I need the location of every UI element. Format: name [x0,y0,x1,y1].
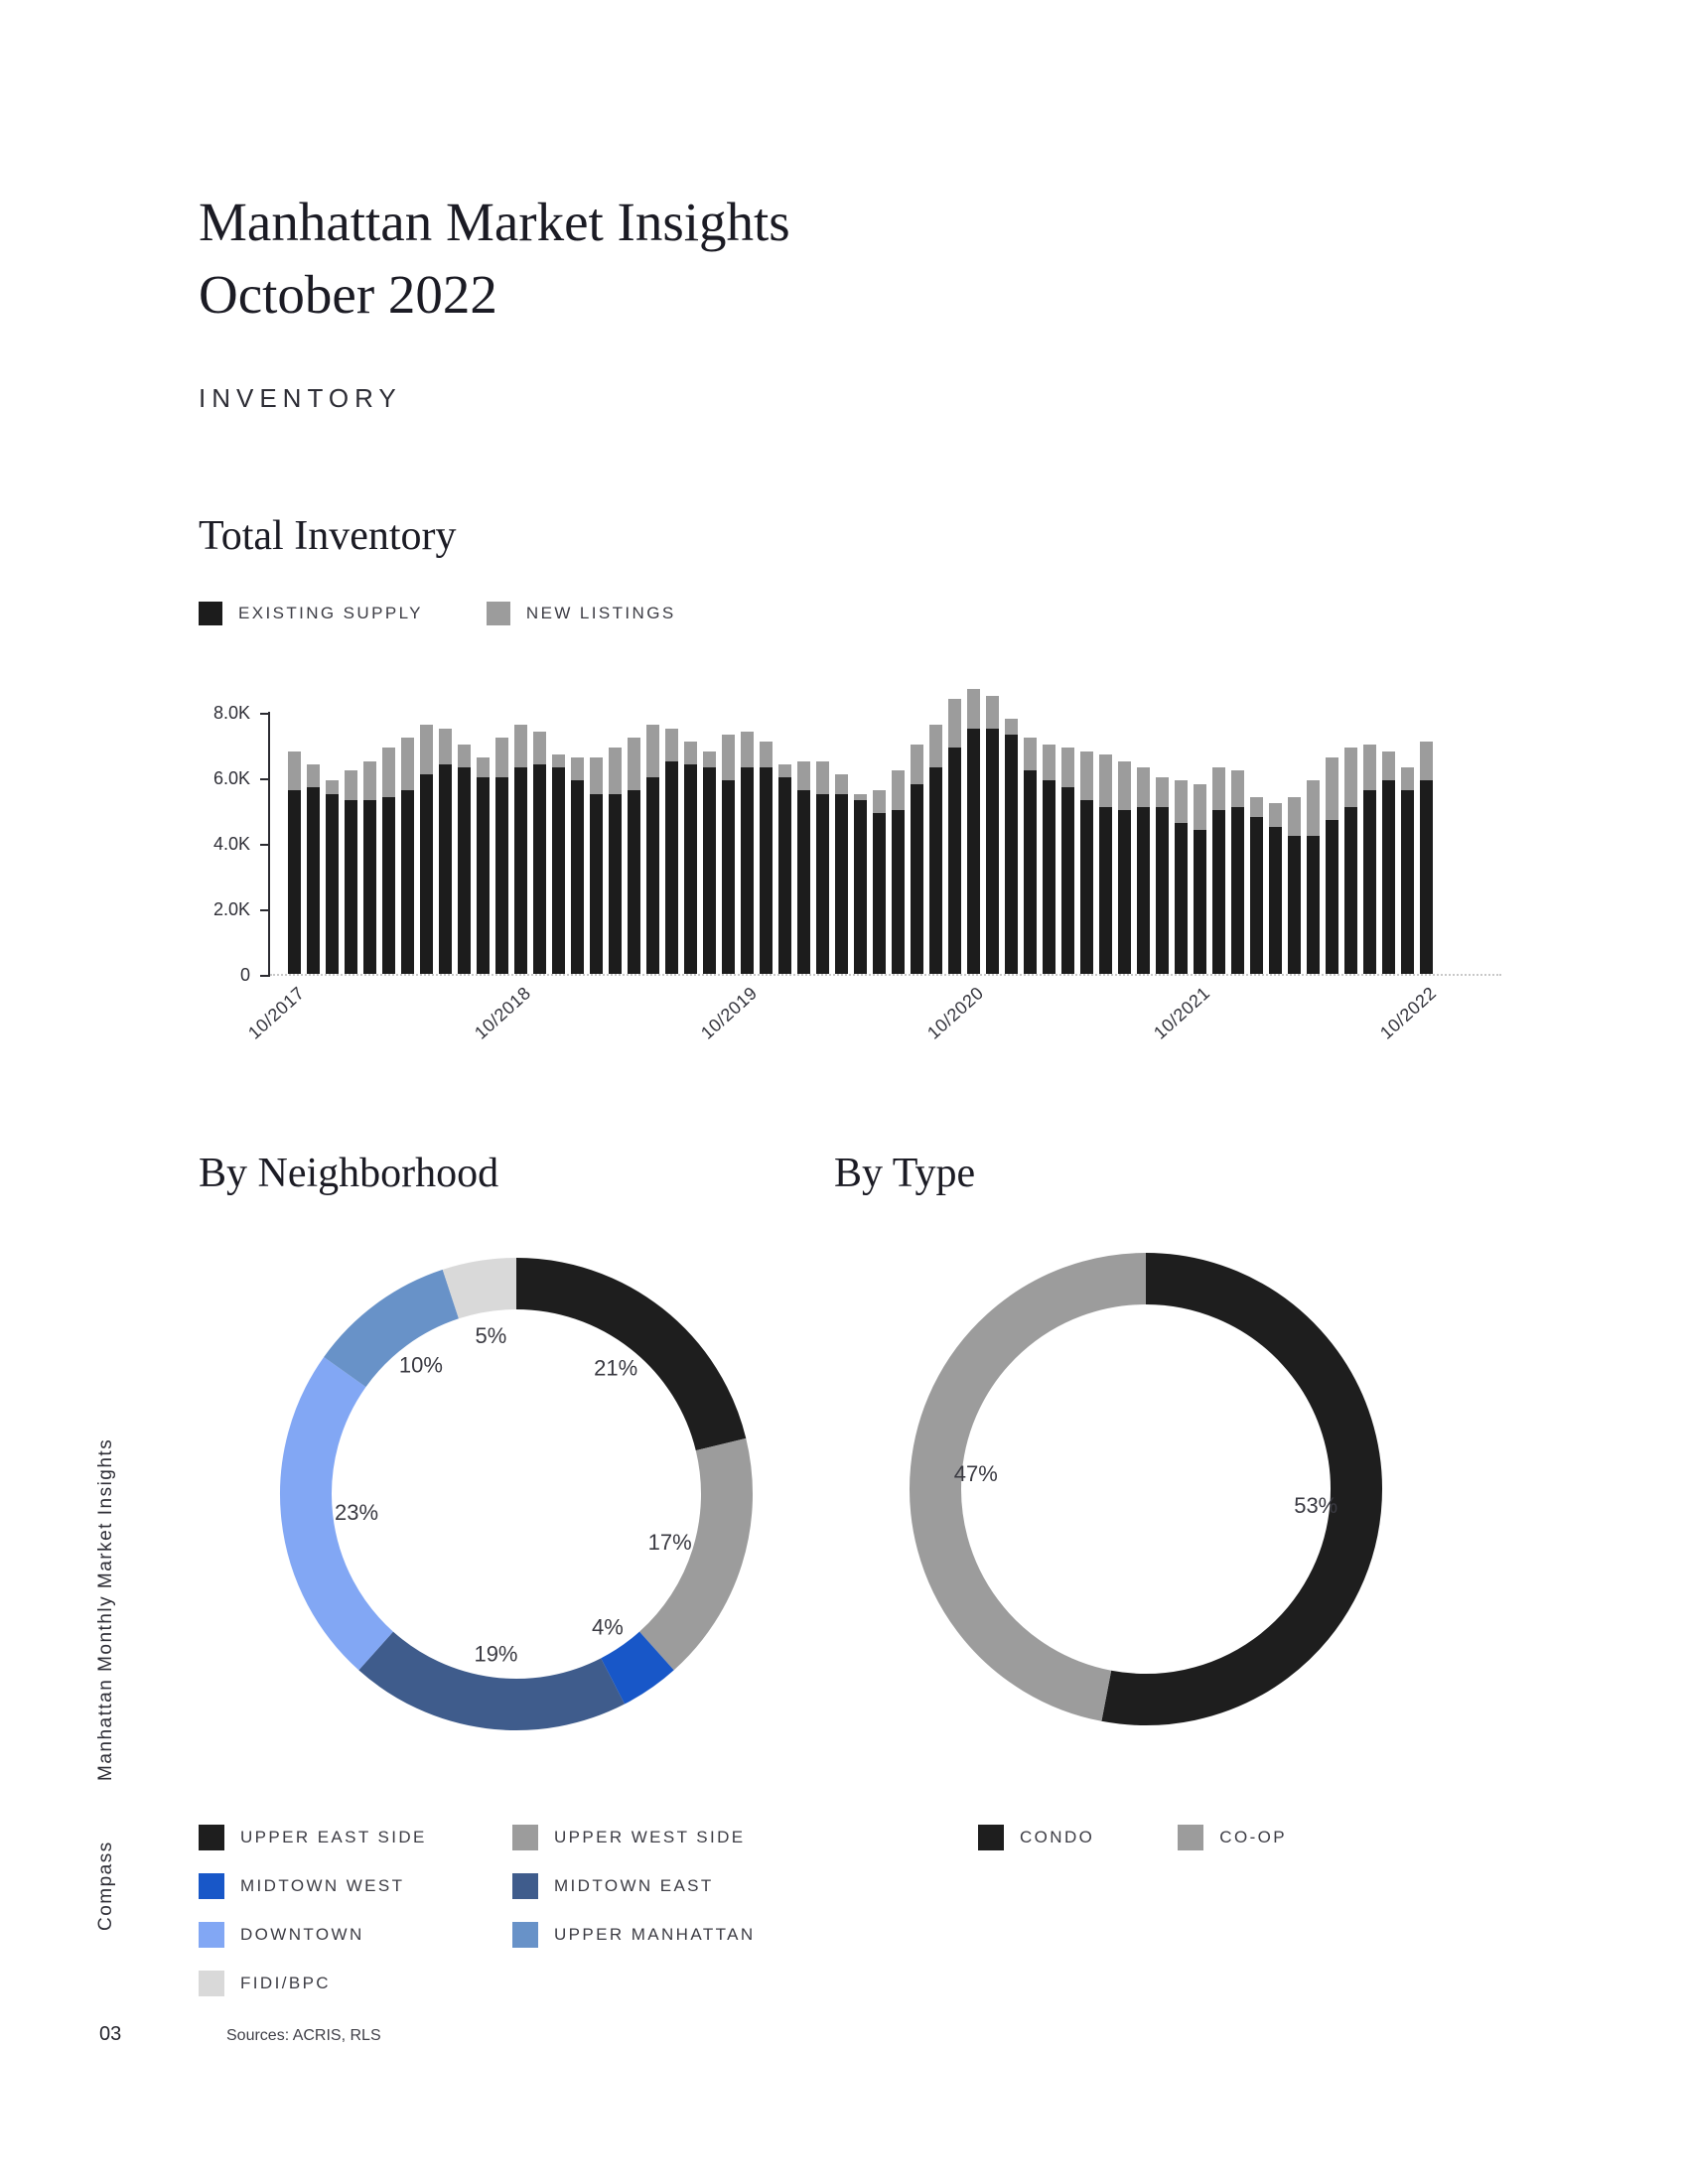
inventory-bar [1175,780,1188,974]
legend-item-downtown [199,1922,512,1948]
new-listings-segment [1212,767,1225,810]
existing-supply-segment [646,777,659,974]
page-number: 03 [99,2023,122,2045]
y-tick [260,975,268,977]
donut-percent-label: 10% [398,1352,443,1378]
page-title-line1: Manhattan Market Insights [199,192,790,252]
by-neighborhood-title: By Neighborhood [199,1151,499,1196]
new-listings-segment [1307,780,1320,836]
existing-supply-segment [590,794,603,975]
new-listings-segment [722,735,735,780]
new-listings-segment [552,754,565,767]
new-listings-segment [363,761,376,801]
y-tick-label: 2.0K [212,899,250,919]
existing-supply-segment [514,767,527,974]
existing-supply-swatch [199,602,222,625]
inventory-bar [1194,784,1206,974]
existing-supply-segment [684,764,697,974]
inventory-bar [760,742,773,974]
y-tick-label: 0 [239,965,250,985]
y-tick-label: 4.0K [212,834,250,854]
new-listings-segment [401,738,414,790]
inventory-bar [646,725,659,974]
inventory-bar [533,732,546,974]
new-listings-segment [684,742,697,764]
donut-slice-condo [1106,1279,1356,1700]
new-listings-segment [1194,784,1206,830]
legend-item-existing-supply [199,602,423,625]
new-listings-segment [646,725,659,777]
inventory-bar [552,754,565,974]
inventory-bar [1080,751,1093,974]
donut-percent-label: 4% [591,1614,624,1640]
new-listings-segment [835,774,848,794]
legend-label: CO-OP [1219,1828,1288,1846]
legend-label: FIDI/BPC [240,1974,331,1992]
x-tick-label: 10/2021 [1149,983,1213,1043]
total-inventory-chart [199,683,1529,1080]
existing-supply-segment [1326,820,1338,974]
new-listings-segment [420,725,433,774]
existing-supply-segment [1118,810,1131,974]
legend-label: NEW LISTINGS [525,604,676,622]
legend-label: UPPER MANHATTAN [554,1925,756,1944]
donut-percent-label: 5% [475,1323,507,1349]
y-tick [260,909,268,911]
legend-item-fidi-bpc [199,1971,512,1996]
inventory-bar [873,790,886,974]
existing-supply-segment [1420,780,1433,974]
new-listings-segment [1420,742,1433,781]
bar-chart-legend [199,602,676,625]
by-type-title: By Type [834,1151,976,1196]
legend-swatch [199,1873,224,1899]
existing-supply-segment [326,794,339,975]
new-listings-segment [571,757,584,780]
inventory-bar [495,738,508,974]
legend-label: UPPER WEST SIDE [554,1828,746,1846]
legend-swatch [512,1825,538,1850]
existing-supply-segment [1231,807,1244,974]
by-neighborhood-donut [268,1246,765,1742]
inventory-bar [948,699,961,974]
inventory-bar [1269,803,1282,974]
inventory-bar [1005,719,1018,974]
existing-supply-segment [892,810,905,974]
legend-item-new-listings [487,602,676,625]
new-listings-segment [1156,777,1169,807]
x-tick-label: 10/2019 [696,983,761,1043]
inventory-bar [1137,767,1150,974]
existing-supply-segment [420,774,433,974]
y-tick [260,778,268,780]
new-listings-segment [816,761,829,794]
inventory-bar [854,794,867,974]
existing-supply-segment [816,794,829,975]
y-axis [256,683,270,976]
inventory-bar [1401,767,1414,974]
inventory-bar [684,742,697,974]
existing-supply-segment [1043,780,1055,974]
existing-supply-segment [1175,823,1188,974]
existing-supply-segment [1269,827,1282,975]
sources-note: Sources: ACRIS, RLS [226,2027,381,2044]
inventory-bar [345,770,357,974]
new-listings-swatch [487,602,510,625]
existing-supply-segment [967,729,980,975]
legend-swatch [512,1922,538,1948]
new-listings-segment [628,738,640,790]
new-listings-segment [382,748,395,797]
existing-supply-segment [778,777,791,974]
new-listings-segment [590,757,603,793]
inventory-bar [477,757,490,974]
donut-percent-label: 21% [594,1355,638,1381]
existing-supply-segment [533,764,546,974]
legend-item-midtown-east [512,1873,826,1899]
existing-supply-segment [382,797,395,974]
existing-supply-segment [1212,810,1225,974]
donut-percent-label: 19% [474,1641,518,1667]
new-listings-segment [1363,745,1376,790]
existing-supply-segment [1307,836,1320,974]
inventory-bar [722,735,735,974]
total-inventory-title: Total Inventory [199,513,457,559]
new-listings-segment [1137,767,1150,807]
legend-label: MIDTOWN EAST [554,1876,714,1895]
donut-slice-fidi-bpc [451,1284,516,1295]
new-listings-segment [741,732,754,767]
new-listings-segment [514,725,527,767]
inventory-bar [929,725,942,974]
existing-supply-segment [911,784,923,974]
existing-supply-segment [363,800,376,974]
new-listings-segment [873,790,886,813]
inventory-bar [892,770,905,974]
inventory-bar [1326,757,1338,974]
new-listings-segment [345,770,357,800]
inventory-bar [1099,754,1112,974]
existing-supply-segment [722,780,735,974]
existing-supply-segment [929,767,942,974]
inventory-bar [1061,748,1074,974]
inventory-bar [326,780,339,974]
bar-plot [243,683,1501,1043]
donut-percent-label: 53% [1294,1493,1338,1519]
new-listings-segment [1061,748,1074,787]
new-listings-segment [1288,797,1301,837]
new-listings-segment [854,794,867,801]
donut-slice-midtown-west [613,1651,656,1681]
existing-supply-segment [741,767,754,974]
new-listings-segment [1043,745,1055,780]
inventory-bar [835,774,848,974]
inventory-bar [458,745,471,974]
legend-swatch [978,1825,1004,1850]
donut-percent-label: 47% [953,1460,998,1486]
legend-item-co-op [1178,1825,1287,1850]
new-listings-segment [948,699,961,749]
existing-supply-segment [571,780,584,974]
new-listings-segment [665,729,678,761]
inventory-bar [363,761,376,974]
inventory-bar [307,764,320,974]
new-listings-segment [911,745,923,784]
inventory-bar [382,748,395,974]
donut-percent-label: 17% [647,1530,692,1556]
inventory-bar [628,738,640,974]
donut-slice-co-op [935,1279,1146,1696]
inventory-bar [778,764,791,974]
new-listings-segment [929,725,942,767]
existing-supply-segment [477,777,490,974]
inventory-bar [1382,751,1395,974]
inventory-bar [1043,745,1055,974]
existing-supply-segment [873,813,886,974]
inventory-bar [741,732,754,974]
new-listings-segment [1005,719,1018,736]
legend-item-upper-west-side [512,1825,826,1850]
inventory-bar [986,696,999,975]
legend-swatch [199,1971,224,1996]
new-listings-segment [1099,754,1112,807]
x-tick-label: 10/2018 [470,983,534,1043]
existing-supply-segment [1080,800,1093,974]
existing-supply-segment [345,800,357,974]
inventory-bar [571,757,584,974]
existing-supply-segment [439,764,452,974]
new-listings-segment [495,738,508,777]
new-listings-segment [1326,757,1338,820]
legend-swatch [199,1825,224,1850]
existing-supply-segment [1099,807,1112,974]
new-listings-segment [1269,803,1282,826]
new-listings-segment [1382,751,1395,781]
existing-supply-segment [1382,780,1395,974]
existing-supply-segment [835,794,848,975]
inventory-bar [1024,738,1037,974]
new-listings-segment [326,780,339,793]
new-listings-segment [533,732,546,764]
inventory-bar [590,757,603,974]
existing-supply-segment [854,800,867,974]
sidebar-report-name: Manhattan Monthly Market Insights [95,1437,116,1781]
inventory-bar [1156,777,1169,974]
new-listings-segment [760,742,773,767]
inventory-bar [1363,745,1376,974]
legend-item-condo [978,1825,1094,1850]
page-title-line2: October 2022 [199,263,497,325]
legend-label: MIDTOWN WEST [240,1876,405,1895]
existing-supply-segment [665,761,678,975]
new-listings-segment [458,745,471,767]
inventory-bar [1250,797,1263,974]
legend-swatch [1178,1825,1203,1850]
existing-supply-segment [1156,807,1169,974]
inventory-bar [1288,797,1301,974]
existing-supply-segment [703,767,716,974]
inventory-bar [439,729,452,974]
y-tick-label: 6.0K [212,768,250,788]
legend-label: UPPER EAST SIDE [240,1828,427,1846]
existing-supply-segment [552,767,565,974]
existing-supply-segment [1194,830,1206,974]
by-type-legend [978,1825,1287,1850]
new-listings-segment [439,729,452,764]
existing-supply-segment [609,794,622,975]
existing-supply-segment [1061,787,1074,974]
new-listings-segment [1231,770,1244,806]
new-listings-segment [1175,780,1188,823]
legend-label: CONDO [1020,1828,1095,1846]
existing-supply-segment [307,787,320,974]
new-listings-segment [778,764,791,777]
existing-supply-segment [401,790,414,974]
donut-percent-label: 23% [334,1499,379,1525]
inventory-bar [703,751,716,974]
legend-item-upper-east-side [199,1825,512,1850]
by-type-donut [898,1241,1394,1737]
new-listings-segment [892,770,905,810]
y-axis-labels [199,683,256,985]
new-listings-segment [1401,767,1414,790]
existing-supply-segment [495,777,508,974]
existing-supply-segment [797,790,810,974]
existing-supply-segment [288,790,301,974]
inventory-bar [609,748,622,974]
new-listings-segment [986,696,999,729]
x-tick-label: 10/2020 [922,983,987,1043]
inventory-bar [816,761,829,975]
new-listings-segment [1118,761,1131,811]
new-listings-segment [1344,748,1357,806]
y-tick [260,713,268,715]
existing-supply-segment [948,748,961,974]
inventory-bar [1420,742,1433,974]
by-neighborhood-legend [199,1825,826,1996]
new-listings-segment [797,761,810,791]
inventory-bar [1231,770,1244,974]
existing-supply-segment [1344,807,1357,974]
new-listings-segment [609,748,622,793]
existing-supply-segment [986,729,999,975]
x-tick-label: 10/2017 [243,983,308,1043]
inventory-bar [1118,761,1131,975]
legend-label: EXISTING SUPPLY [238,604,423,622]
new-listings-segment [307,764,320,787]
existing-supply-segment [458,767,471,974]
new-listings-segment [967,689,980,729]
new-listings-segment [1080,751,1093,801]
inventory-bar [911,745,923,974]
sidebar-brand: Compass [95,1841,116,1931]
inventory-bar [1344,748,1357,974]
inventory-bar [401,738,414,974]
new-listings-segment [477,757,490,777]
x-tick-label: 10/2022 [1375,983,1440,1043]
legend-item-upper-manhattan [512,1922,826,1948]
legend-swatch [512,1873,538,1899]
section-label: INVENTORY [199,383,402,413]
existing-supply-segment [628,790,640,974]
legend-swatch [199,1922,224,1948]
new-listings-segment [1024,738,1037,770]
inventory-bar [420,725,433,974]
existing-supply-segment [1250,817,1263,974]
page-title [199,187,790,331]
existing-supply-segment [760,767,773,974]
existing-supply-segment [1288,836,1301,974]
y-tick [260,844,268,846]
legend-item-midtown-west [199,1873,512,1899]
legend-label: DOWNTOWN [240,1925,364,1944]
new-listings-segment [1250,797,1263,817]
existing-supply-segment [1401,790,1414,974]
inventory-bar [797,761,810,974]
inventory-bar [665,729,678,975]
y-tick-label: 8.0K [212,703,250,723]
existing-supply-segment [1137,807,1150,974]
inventory-bar [967,689,980,974]
new-listings-segment [288,751,301,791]
existing-supply-segment [1363,790,1376,974]
existing-supply-segment [1024,770,1037,974]
existing-supply-segment [1005,735,1018,974]
inventory-bar [1307,780,1320,974]
new-listings-segment [703,751,716,768]
inventory-bar [288,751,301,974]
inventory-bar [514,725,527,974]
inventory-bar [1212,767,1225,974]
